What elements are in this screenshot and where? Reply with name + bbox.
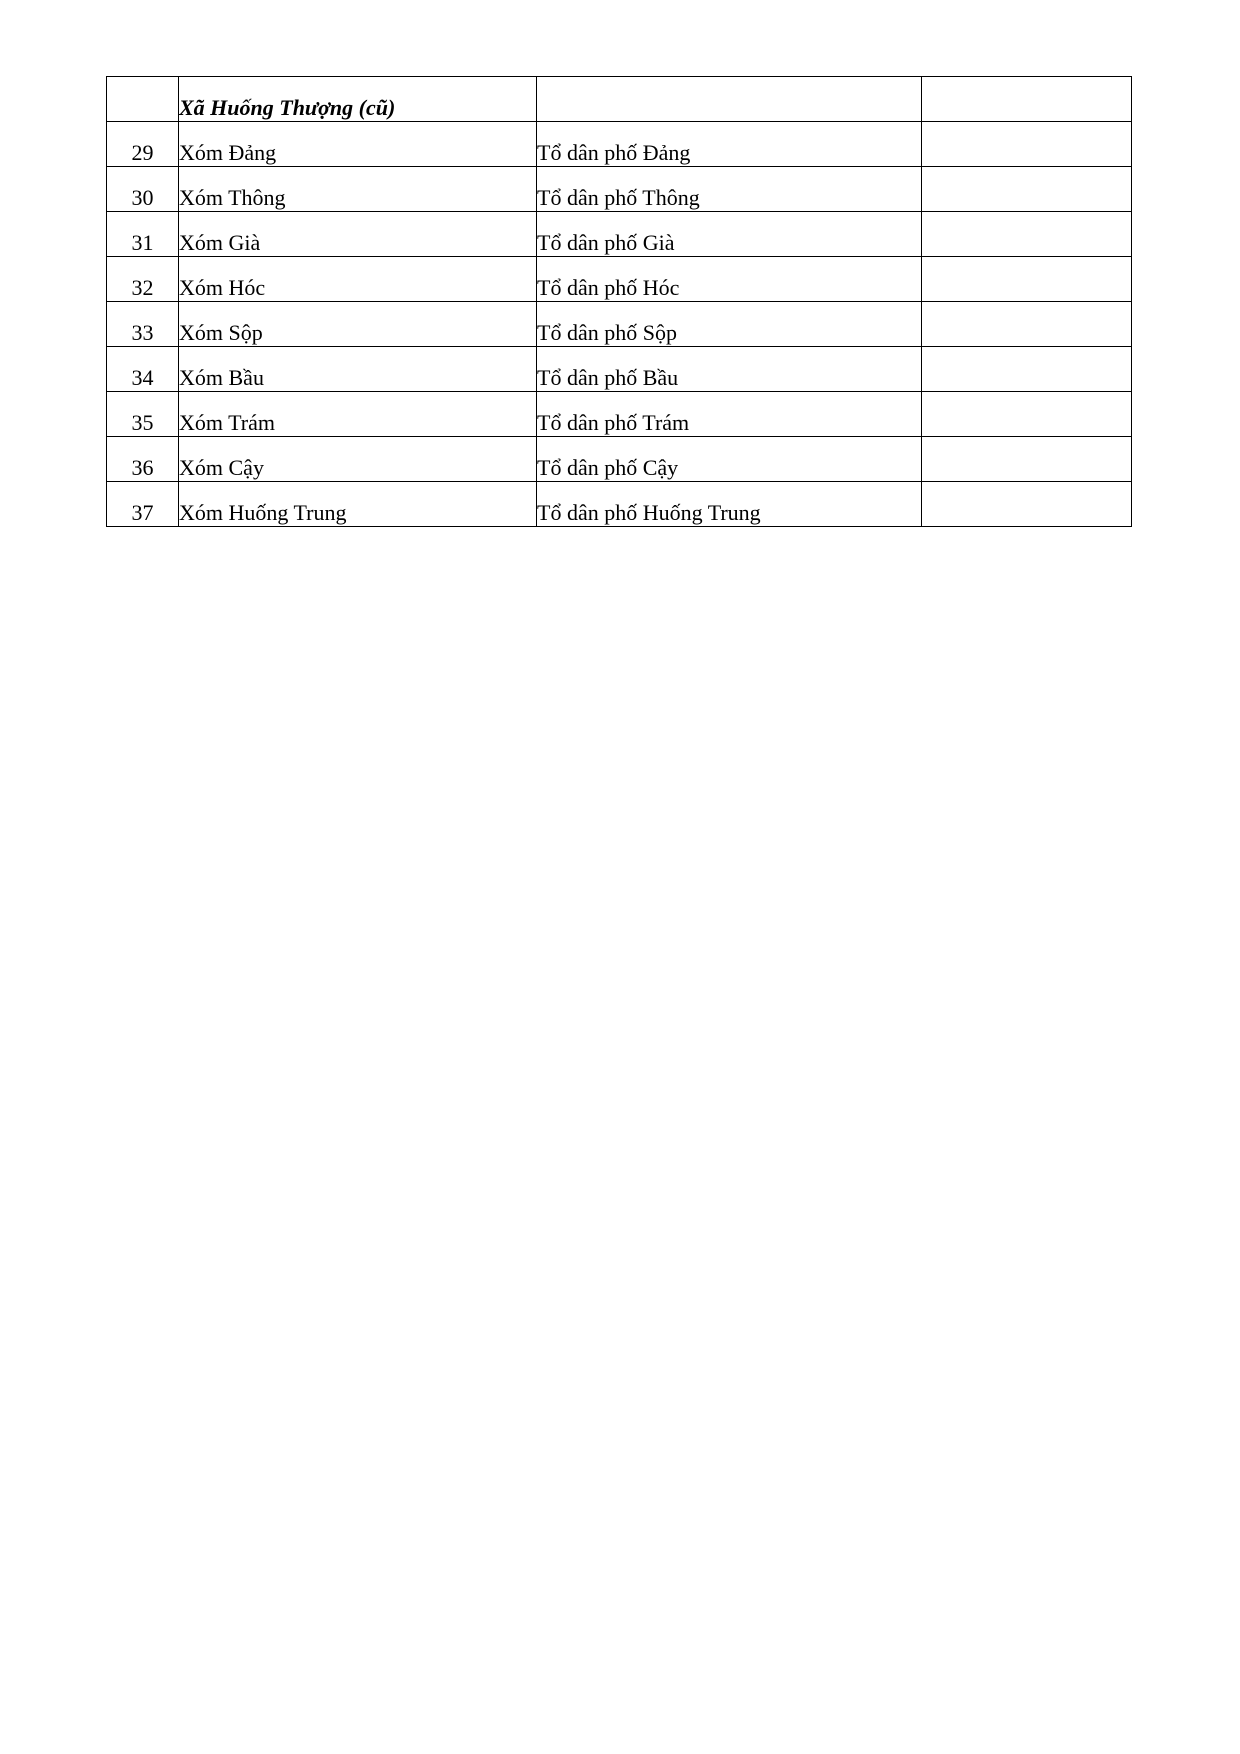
section-stt-cell bbox=[107, 77, 179, 122]
row-stt: 37 bbox=[107, 482, 179, 527]
row-stt: 33 bbox=[107, 302, 179, 347]
row-note bbox=[922, 257, 1132, 302]
row-stt: 31 bbox=[107, 212, 179, 257]
row-stt: 36 bbox=[107, 437, 179, 482]
row-old-name: Xóm Cậy bbox=[179, 437, 537, 482]
row-note bbox=[922, 302, 1132, 347]
row-new-name: Tổ dân phố Già bbox=[537, 212, 922, 257]
row-old-name: Xóm Trám bbox=[179, 392, 537, 437]
row-old-name: Xóm Sộp bbox=[179, 302, 537, 347]
table-row bbox=[107, 167, 1132, 212]
section-title: Xã Huống Thượng (cũ) bbox=[179, 77, 537, 122]
row-note bbox=[922, 437, 1132, 482]
table-row bbox=[107, 482, 1132, 527]
row-stt: 30 bbox=[107, 167, 179, 212]
row-note bbox=[922, 347, 1132, 392]
row-old-name: Xóm Đảng bbox=[179, 122, 537, 167]
row-new-name: Tổ dân phố Thông bbox=[537, 167, 922, 212]
section-note-cell bbox=[922, 77, 1132, 122]
table-row bbox=[107, 212, 1132, 257]
row-note bbox=[922, 392, 1132, 437]
row-new-name: Tổ dân phố Hóc bbox=[537, 257, 922, 302]
row-note bbox=[922, 212, 1132, 257]
row-old-name: Xóm Thông bbox=[179, 167, 537, 212]
table-row bbox=[107, 437, 1132, 482]
row-new-name: Tổ dân phố Huống Trung bbox=[537, 482, 922, 527]
row-old-name: Xóm Huống Trung bbox=[179, 482, 537, 527]
section-new-name-cell bbox=[537, 77, 922, 122]
table-row bbox=[107, 302, 1132, 347]
row-old-name: Xóm Già bbox=[179, 212, 537, 257]
row-stt: 29 bbox=[107, 122, 179, 167]
row-stt: 35 bbox=[107, 392, 179, 437]
table-row bbox=[107, 392, 1132, 437]
row-old-name: Xóm Hóc bbox=[179, 257, 537, 302]
row-new-name: Tổ dân phố Sộp bbox=[537, 302, 922, 347]
section-row bbox=[107, 77, 1132, 122]
table-row bbox=[107, 347, 1132, 392]
table-row bbox=[107, 122, 1132, 167]
row-note bbox=[922, 122, 1132, 167]
row-stt: 32 bbox=[107, 257, 179, 302]
row-new-name: Tổ dân phố Trám bbox=[537, 392, 922, 437]
row-stt: 34 bbox=[107, 347, 179, 392]
row-new-name: Tổ dân phố Đảng bbox=[537, 122, 922, 167]
residential-group-table bbox=[106, 76, 1132, 527]
table-row bbox=[107, 257, 1132, 302]
row-old-name: Xóm Bầu bbox=[179, 347, 537, 392]
row-new-name: Tổ dân phố Cậy bbox=[537, 437, 922, 482]
row-note bbox=[922, 167, 1132, 212]
row-note bbox=[922, 482, 1132, 527]
row-new-name: Tổ dân phố Bầu bbox=[537, 347, 922, 392]
